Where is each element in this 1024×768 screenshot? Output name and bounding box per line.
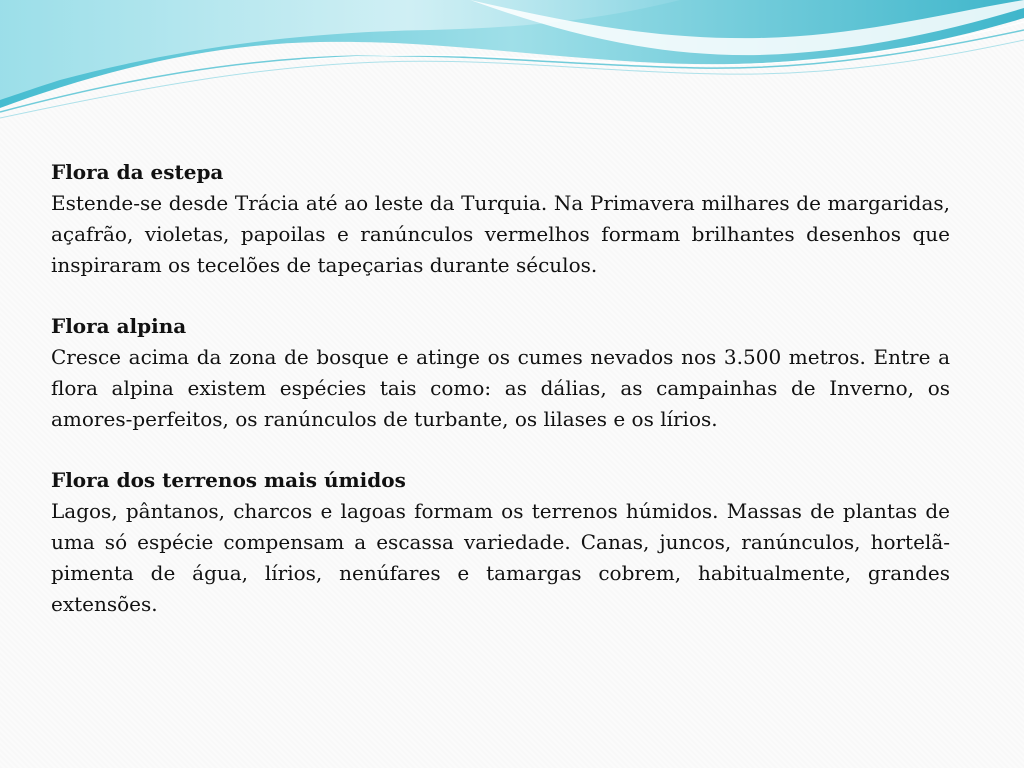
section-heading: Flora da estepa xyxy=(51,160,224,184)
section-flora-estepa xyxy=(51,157,950,281)
section-body: Cresce acima da zona de bosque e atinge os cumes nevados nos 3.500 metros. Entre a flora alpina existem espécies tais como: as dálias, as campainhas de Inverno, os amores-perfeitos, os ranúnculos de turbante, os lilases e os lírios. xyxy=(51,345,950,431)
section-body: Lagos, pântanos, charcos e lagoas formam os terrenos húmidos. Massas de plantas de uma só espécie compensam a escassa variedade. Canas, juncos, ranúnculos, hortelã-pimenta de água, lírios, nenúfares e tamargas cobrem, habitualmente, grandes extensões. xyxy=(51,499,950,616)
text-content xyxy=(51,157,950,650)
section-heading: Flora dos terrenos mais úmidos xyxy=(51,468,406,492)
section-body: Estende-se desde Trácia até ao leste da Turquia. Na Primavera milhares de margaridas, açafrão, violetas, papoilas e ranúnculos vermelhos formam brilhantes desenhos que inspiraram os tecelões de tapeçarias durante séculos. xyxy=(51,191,950,277)
header-wave-decoration xyxy=(0,0,1024,130)
section-heading: Flora alpina xyxy=(51,314,187,338)
section-flora-alpina xyxy=(51,311,950,435)
section-flora-terrenos-umidos xyxy=(51,465,950,620)
